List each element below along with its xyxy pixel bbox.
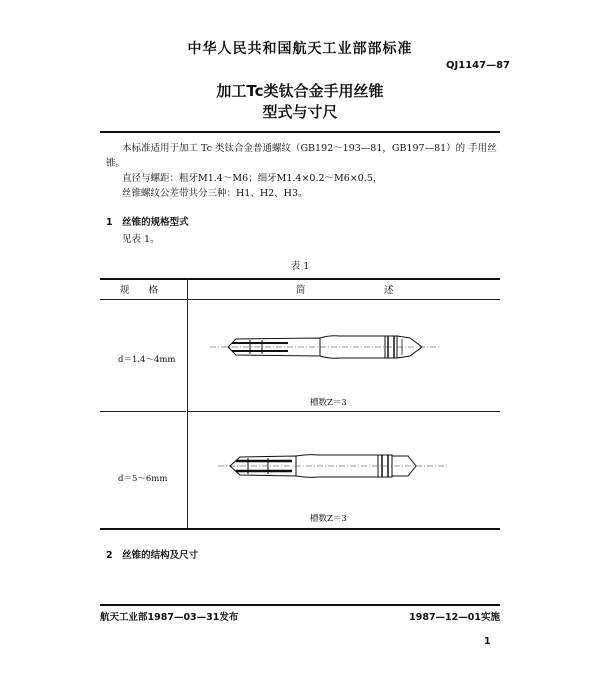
footer-rule: [100, 604, 500, 606]
row-2-spec: d＝5～6mm: [118, 474, 168, 484]
table-header-rule: [100, 299, 500, 300]
table-column-divider: [187, 278, 188, 528]
footer-issued: 航天工业部1987—03—31发布: [100, 612, 239, 623]
section-1-heading: 1 丝锥的规格型式: [106, 217, 189, 228]
page-number: 1: [484, 636, 491, 647]
intro-line-2: 锥。: [106, 158, 126, 169]
row-1-caption: 槽数Z＝3: [310, 398, 347, 408]
row-divider: [100, 411, 186, 412]
section-1-reference: 见表 1。: [122, 234, 160, 245]
column-header-spec: 规 格: [120, 285, 159, 296]
standard-code: QJ1147—87: [446, 60, 510, 71]
intro-line-4: 丝锥螺纹公差带共分三种：H1、H2、H3。: [122, 188, 308, 199]
row-divider-desc: [188, 411, 500, 412]
intro-line-1: 本标准适用于加工 Tc 类钛合金普通螺纹（GB192～193—81，GB197—81）的 手用丝: [122, 143, 497, 154]
column-header-desc-2: 述: [384, 285, 394, 296]
header-rule: [100, 131, 500, 133]
table-bottom-rule: [100, 528, 500, 530]
table-caption: 表 1: [290, 261, 310, 272]
document-subtitle: 型式与寸尺: [262, 103, 338, 121]
column-header-desc-1: 简: [296, 285, 306, 296]
tap-drawing-large: [218, 446, 448, 486]
tap-drawing-small: [210, 325, 440, 369]
section-2-heading: 2 丝锥的结构及尺寸: [106, 550, 199, 561]
table-top-rule: [100, 278, 500, 280]
header-org-title: 中华人民共和国航天工业部部标准: [187, 41, 413, 57]
footer-effective: 1987—12—01实施: [409, 612, 500, 623]
document-title: 加工Tc类钛合金手用丝锥: [216, 82, 384, 100]
row-1-spec: d＝1.4～4mm: [118, 355, 176, 365]
row-2-caption: 槽数Z＝3: [310, 514, 347, 524]
intro-line-3: 直径与螺距：粗牙M1.4～M6；细牙M1.4×0.2～M6×0.5，: [122, 173, 383, 184]
